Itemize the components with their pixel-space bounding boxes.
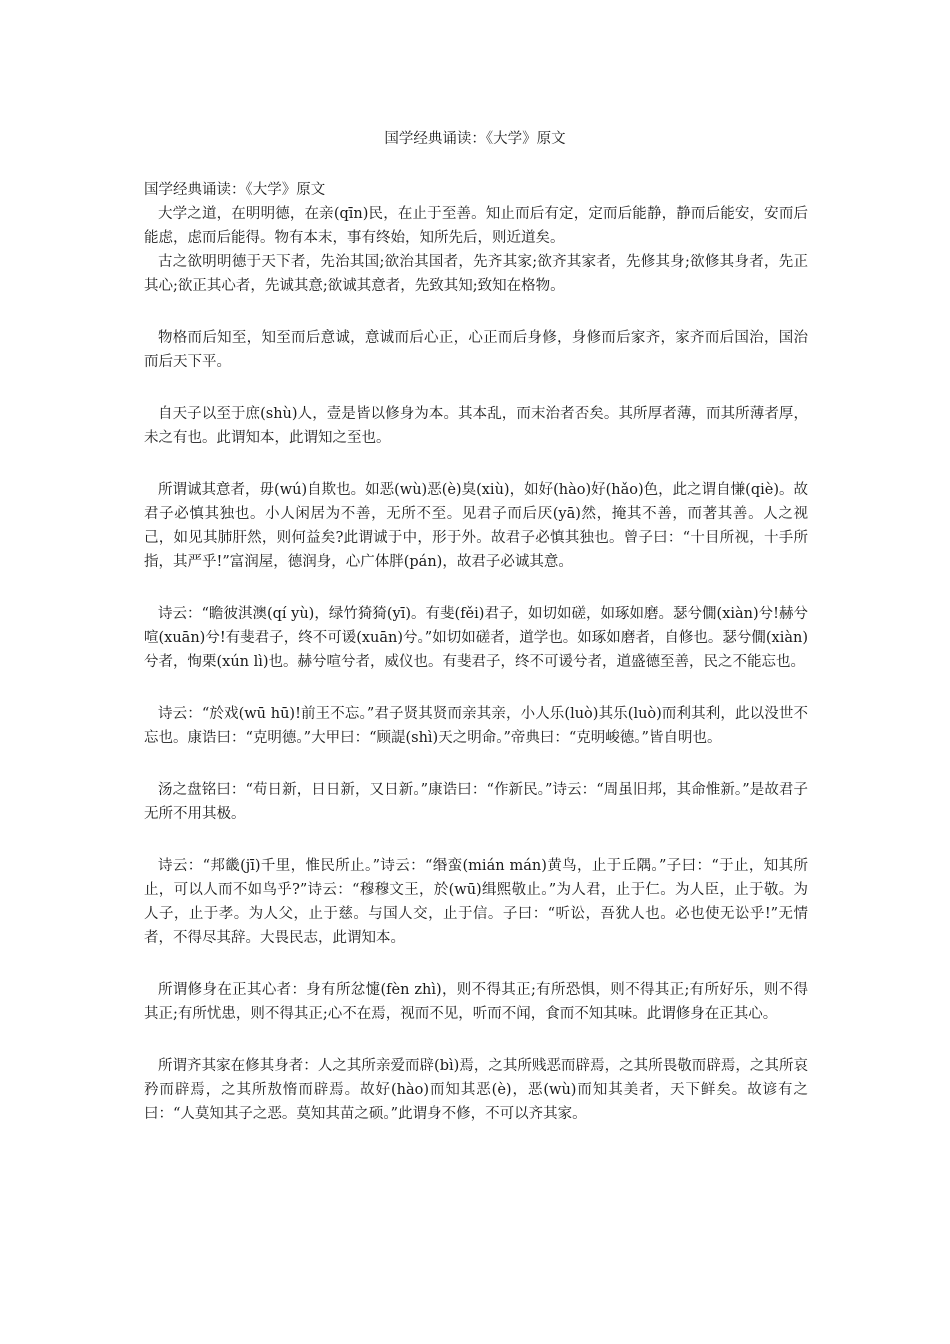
paragraph-3: 物格而后知至，知至而后意诚，意诚而后心正，心正而后身修，身修而后家齐，家齐而后国治，国治而后天下平。 bbox=[144, 330, 808, 370]
paragraph-2: 古之欲明明德于天下者，先治其国;欲治其国者，先齐其家;欲齐其家者，先修其身;欲修其身者，先正其心;欲正其心者，先诚其意;欲诚其意者，先致其知;致知在格物。 bbox=[144, 254, 808, 294]
paragraph-7: 诗云：“於戏(wū hū)!前王不忘。”君子贤其贤而亲其亲，小人乐(luò)其乐(luò)而利其利，此以没世不忘也。康诰曰：“克明德。”大甲曰：“顾諟(shì)天之明命。”帝典曰：“克明峻德。”皆自明也。 bbox=[144, 706, 808, 746]
paragraph-8: 汤之盘铭曰：“苟日新，日日新，又日新。”康诰曰：“作新民。”诗云：“周虽旧邦，其命惟新。”是故君子无所不用其极。 bbox=[144, 782, 808, 822]
document-subtitle: 国学经典诵读：《大学》原文 bbox=[144, 182, 326, 198]
document-title: 国学经典诵读：《大学》原文 bbox=[384, 131, 566, 147]
paragraph-6: 诗云：“瞻彼淇澳(qí yù)，绿竹猗猗(yī)。有斐(fěi)君子，如切如磋，如琢如磨。瑟兮僩(xiàn)兮!赫兮喧(xuān)兮!有斐君子，终不可谖(xuān)兮。”如切如磋者，道学也。如琢如磨者，自修也。瑟兮僩(xiàn)兮者，恂栗(xún lì)也。赫兮喧兮者，威仪也。有斐君子，终不可谖兮者，道盛德至善，民之不能忘也。 bbox=[144, 606, 808, 670]
paragraph-4: 自天子以至于庶(shù)人，壹是皆以修身为本。其本乱，而末治者否矣。其所厚者薄，而其所薄者厚，未之有也。此谓知本，此谓知之至也。 bbox=[144, 406, 808, 446]
paragraph-10: 所谓修身在正其心者：身有所忿懥(fèn zhì)，则不得其正;有所恐惧，则不得其正;有所好乐，则不得其正;有所忧患，则不得其正;心不在焉，视而不见，听而不闻，食而不知其味。此谓修身在正其心。 bbox=[144, 982, 808, 1022]
paragraph-1: 大学之道，在明明德，在亲(qīn)民，在止于至善。知止而后有定，定而后能静，静而后能安，安而后能虑，虑而后能得。物有本末，事有终始，知所先后，则近道矣。 bbox=[144, 206, 808, 246]
paragraph-5: 所谓诚其意者，毋(wú)自欺也。如恶(wù)恶(è)臭(xiù)，如好(hào)好(hǎo)色，此之谓自慊(qiè)。故君子必慎其独也。小人闲居为不善，无所不至。见君子而后厌(yā)然，掩其不善，而著其善。人之视己，如见其肺肝然，则何益矣?此谓诚于中，形于外。故君子必慎其独也。曾子曰：“十目所视，十手所指，其严乎!”富润屋，德润身，心广体胖(pán)，故君子必诚其意。 bbox=[144, 482, 808, 570]
paragraph-9: 诗云：“邦畿(jī)千里，惟民所止。”诗云：“缗蛮(mián mán)黄鸟，止于丘隅。”子曰：“于止，知其所止，可以人而不如鸟乎?”诗云：“穆穆文王，於(wū)缉熙敬止。”为人君，止于仁。为人臣，止于敬。为人子，止于孝。为人父，止于慈。与国人交，止于信。子曰：“听讼，吾犹人也。必也使无讼乎!”无情者，不得尽其辞。大畏民志，此谓知本。 bbox=[144, 858, 808, 946]
document-body bbox=[144, 178, 808, 1126]
paragraph-11: 所谓齐其家在修其身者：人之其所亲爱而辟(bì)焉，之其所贱恶而辟焉，之其所畏敬而辟焉，之其所哀矜而辟焉，之其所敖惰而辟焉。故好(hào)而知其恶(è)，恶(wù)而知其美者，天下鲜矣。故谚有之曰：“人莫知其子之恶。莫知其苗之硕。”此谓身不修，不可以齐其家。 bbox=[144, 1058, 808, 1122]
